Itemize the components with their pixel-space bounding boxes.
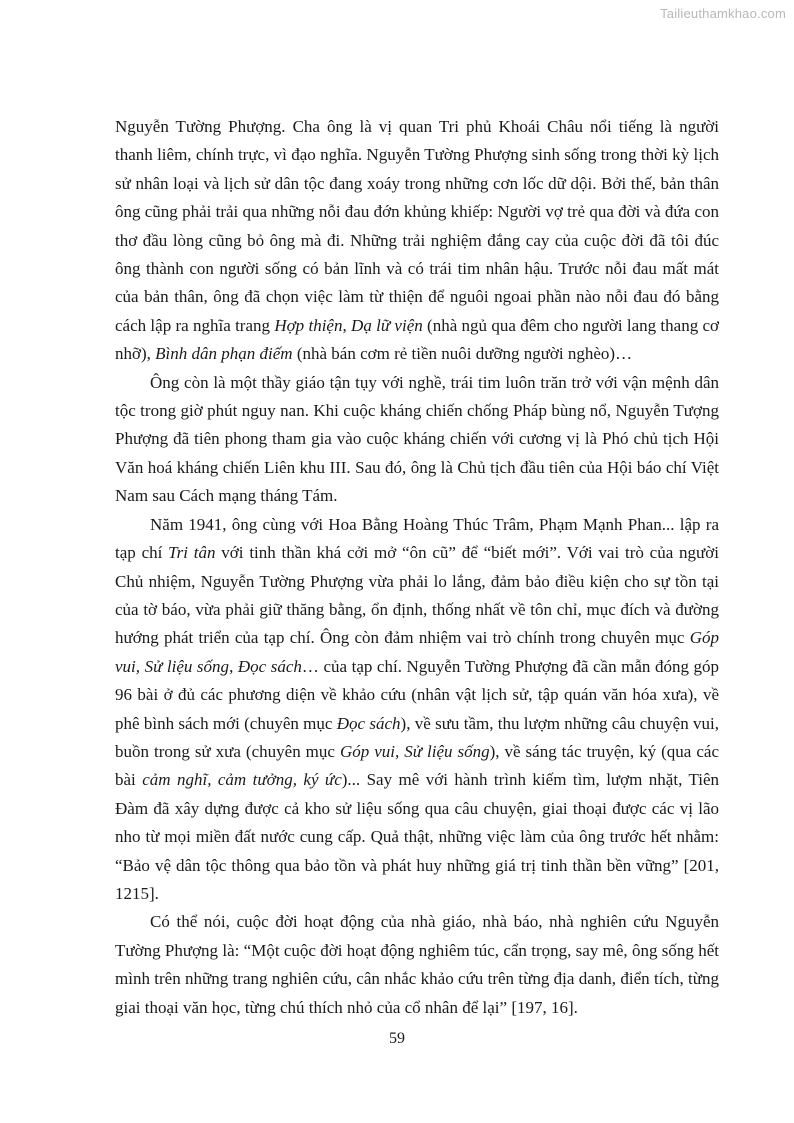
text-segment: )... Say mê với hành trình kiếm tìm, lượm nhặt, Tiên Đàm đã xây dựng được cả kho sử liệu sống qua câu chuyện, giai thoại được các vị lão nho từ mọi miền đất nước cung cấp. Quả thật, những việc làm của ông trước hết nhằm: “Bảo vệ dân tộc thông qua bảo tồn và phát huy những giá trị tinh thần bền vững” [201, 1215]. <box>115 770 719 903</box>
text-segment: , <box>342 315 352 335</box>
paragraph-4 <box>115 908 719 1022</box>
text-segment: … của tạp chí. Nguyễn Tường Phượng đã cần mẫn đóng góp 96 bài ở đủ các phương diện về khảo cứu (nhân vật lịch sử, tập quán văn hóa xưa), về phê bình sách mới (chuyên mục <box>115 656 720 733</box>
italic-text-segment: Bình dân phạn điếm <box>155 344 293 364</box>
page-number: 59 <box>389 1030 405 1047</box>
text-segment: ), về sưu tầm, thu lượm những câu chuyện vui, buồn trong sử xưa (chuyên mục <box>115 713 719 761</box>
italic-text-segment: cảm nghĩ, cảm tưởng, ký ức <box>142 770 342 790</box>
italic-text-segment: Hợp thiện <box>274 315 343 335</box>
text-segment: , <box>229 656 238 676</box>
text-segment: Nguyễn Tường Phượng. Cha ông là vị quan Tri phủ Khoái Châu nổi tiếng là người thanh liêm, chính trực, vì đạo nghĩa. Nguyễn Tường Phượng sinh sống trong thời kỳ lịch sử nhân loại và lịch sử dân tộc đang xoáy trong những cơn lốc dữ dội. Bởi thế, bản thân ông cũng phải trải qua những nỗi đau đớn khủng khiếp: Người vợ trẻ qua đời và đứa con thơ đầu lòng cũng bỏ ông mà đi. Những trải nghiệm đắng cay của cuộc đời đã tôi đúc ông thành con người sống có bản lĩnh và có trái tim nhân hậu. Trước nỗi đau mất mát của bản thân, ông đã chọn việc làm từ thiện để nguôi ngoai phần nào nỗi đau đó bằng cách lập ra nghĩa trang <box>115 117 719 335</box>
text-segment: Năm 1941, ông cùng với Hoa Bằng Hoàng Thúc Trâm, Phạm Mạnh Phan... lập ra tạp chí <box>115 514 719 563</box>
document-body <box>115 113 719 1022</box>
text-segment: (nhà bán cơm rẻ tiền nuôi dưỡng người nghèo)… <box>292 344 633 364</box>
watermark-text: Tailieuthamkhao.com <box>660 6 786 21</box>
text-segment: ), về sáng tác truyện, ký (qua các bài <box>115 741 719 790</box>
text-segment: với tinh thần khá cởi mở “ôn cũ” để “biết mới”. Với vai trò của người Chủ nhiệm, Nguyễn Tường Phượng vừa phải lo lắng, đảm bảo điều kiện cho sự tồn tại của tờ báo, vừa phải giữ thăng bằng, ổn định, thống nhất về tôn chỉ, mục đích và đường hướng phát triển của tạp chí. Ông còn đảm nhiệm vai trò chính trong chuyên mục <box>115 543 719 648</box>
italic-text-segment: Tri tân <box>168 543 216 563</box>
text-segment: Có thể nói, cuộc đời hoạt động của nhà giáo, nhà báo, nhà nghiên cứu Nguyễn Tường Phượng là: “Một cuộc đời hoạt động nghiêm túc, cẩn trọng, say mê, ông sống hết mình trên những trang nghiên cứu, cân nhắc khảo cứu trên từng địa danh, điển tích, từng giai thoại văn học, từng chú thích nhỏ của cổ nhân để lại” [197, 16]. <box>115 912 719 1017</box>
paragraph-3 <box>115 511 719 909</box>
italic-text-segment: Đọc sách <box>336 713 401 733</box>
italic-text-segment: Góp vui, Sử liệu sống <box>115 628 719 676</box>
text-segment: Ông còn là một thầy giáo tận tụy với nghề, trái tim luôn trăn trở với vận mệnh dân tộc trong giờ phút nguy nan. Khi cuộc kháng chiến chống Pháp bùng nổ, Nguyễn Tượng Phượng đã tiên phong tham gia vào cuộc kháng chiến với cương vị là Phó chủ tịch Hội Văn hoá kháng chiến Liên khu III. Sau đó, ông là Chủ tịch đầu tiên của Hội báo chí Việt Nam sau Cách mạng tháng Tám. <box>115 372 719 506</box>
paragraph-2 <box>115 369 719 511</box>
italic-text-segment: Góp vui, Sử liệu sống <box>339 741 490 761</box>
paragraph-1 <box>115 113 719 369</box>
italic-text-segment: Đọc sách <box>237 656 302 676</box>
text-segment: (nhà ngủ qua đêm cho người lang thang cơ nhỡ), <box>115 315 720 364</box>
italic-text-segment: Dạ lữ viện <box>351 315 423 335</box>
